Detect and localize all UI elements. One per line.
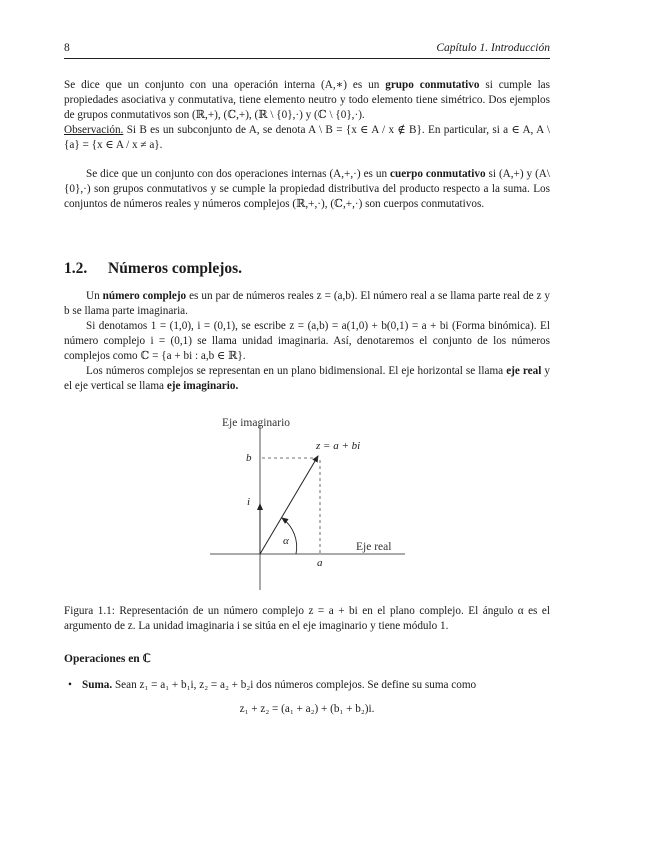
list-item [68, 678, 550, 693]
operations-heading: Operaciones en ℂ [64, 653, 151, 665]
section-number: 1.2. [64, 260, 88, 277]
section-heading [64, 260, 550, 278]
binomial-form-paragraph: Si denotamos 1 = (1,0), i = (0,1), se escribe z = (a,b) = a(1,0) + b(0,1) = a + bi (Forma binómica). El número complejo i = (0,1) se llama unidad imaginaria. Así, denotaremos el conjunto de los números complejos como ℂ = {a + bi : a,b ∈ ℝ}. [64, 320, 550, 362]
sum-formula: z₁ + z₂ = (a₁ + a₂) + (b₁ + b₂)i. [239, 703, 375, 715]
term-grupo-conmutativo: grupo conmutativo [385, 79, 480, 91]
i-label: i [247, 496, 251, 508]
group-definition-paragraph: Se dice que un conjunto con una operación interna (A,∗) es un grupo conmutativo si cumple las propiedades asociativa y conmutativa, tiene elemento neutro y todo elemento tiene simétrico. Dos ejemplos de grupos conmutativos son (ℝ,+), (ℂ,+), (ℝ \ {0},·) y (ℂ \ {0},·). [64, 79, 550, 121]
chapter-title: Capítulo 1. Introducción [436, 42, 550, 54]
alpha-label: α [283, 535, 289, 547]
bullet-icon: • [68, 679, 72, 691]
page-number: 8 [64, 42, 70, 54]
sum-text: Sean z₁ = a₁ + b₁i, z₂ = a₂ + b₂i dos números complejos. Se define su suma como [112, 679, 477, 691]
field-definition-paragraph: Se dice que un conjunto con dos operaciones internas (A,+,·) es un cuerpo conmutativo si (A,+) y (A\{0},·) son grupos conmutativos y se cumple la propiedad distributiva del producto respecto a la suma. Los conjuntos de números reales y números complejos (ℝ,+,·), (ℂ,+,·) son cuerpos conmutativos. [64, 168, 550, 210]
real-axis-label: Eje real [356, 541, 392, 553]
b-label: b [246, 452, 252, 464]
complex-numbers-text [64, 289, 550, 394]
intro-text [64, 78, 550, 212]
term-eje-imaginario: eje imaginario. [166, 380, 239, 392]
section-title: Números complejos. [108, 260, 243, 277]
a-label: a [317, 557, 323, 569]
term-eje-real: eje real [506, 365, 542, 377]
imaginary-axis-label: Eje imaginario [222, 417, 291, 429]
observation-paragraph: Observación. Si B es un subconjunto de A, se denota A \ B = {x ∈ A / x ∉ B}. En particular, si a ∈ A, A \ {a} = {x ∈ A / x ≠ a}. [64, 124, 550, 151]
complex-plane-paragraph: Los números complejos se representan en un plano bidimensional. El eje horizontal se llama eje real y el eje vertical se llama eje imaginario. [64, 365, 550, 392]
term-cuerpo-conmutativo: cuerpo conmutativo [390, 168, 486, 180]
running-header [64, 42, 550, 59]
point-label: z = a + bi [316, 440, 361, 452]
sum-label: Suma. [82, 679, 113, 691]
observation-label: Observación. [64, 124, 124, 136]
complex-plane-figure [200, 408, 420, 598]
complex-definition-paragraph: Un número complejo es un par de números reales z = (a,b). El número real a se llama parte real de z y b se llama parte imaginaria. [64, 290, 550, 317]
term-numero-complejo: número complejo [102, 290, 187, 302]
z-vector [260, 456, 318, 554]
figure-caption: Figura 1.1: Representación de un número complejo z = a + bi en el plano complejo. El ángulo α es el argumento de z. La unidad imaginaria i se sitúa en el eje imaginario y tiene módulo 1. [64, 605, 550, 632]
